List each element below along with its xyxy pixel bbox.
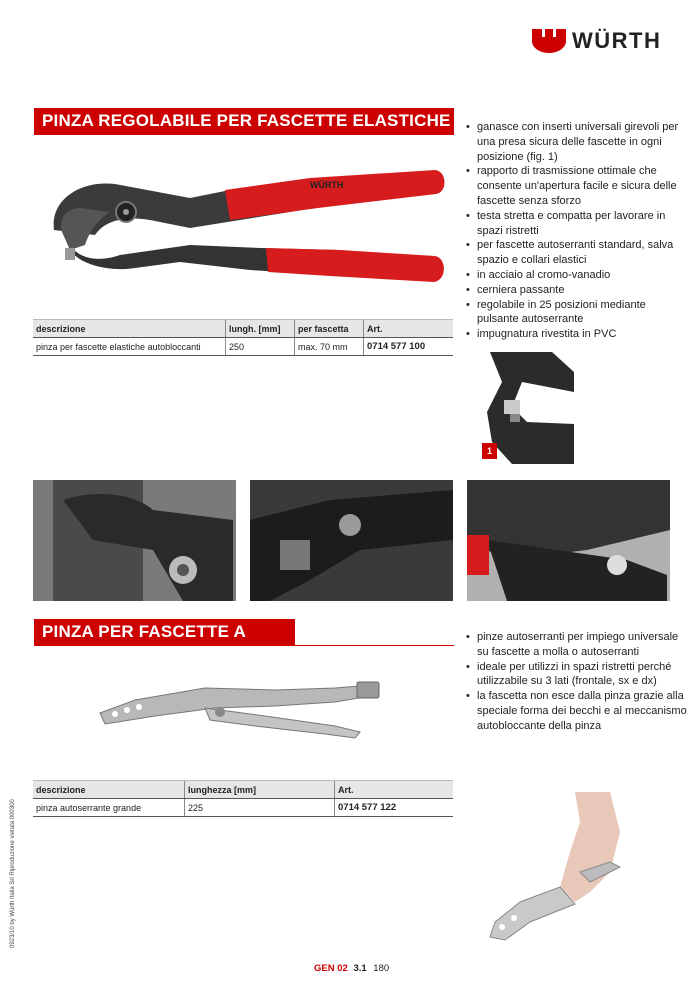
table-header-row xyxy=(33,781,453,799)
col-header-clamp: per fascetta xyxy=(295,320,364,338)
cell-description: pinza autoserrante grande xyxy=(33,799,185,817)
col-header-length: lunghezza [mm] xyxy=(185,781,335,799)
section1-title: PINZA REGOLABILE PER FASCETTE ELASTICHE xyxy=(34,108,454,134)
figure-label: 1 xyxy=(482,443,497,459)
list-item: • testa stretta e compatta per lavorare in spazi ristretti xyxy=(465,209,690,239)
section-number: 3.1 xyxy=(353,963,367,974)
cell-length: 225 xyxy=(185,799,335,817)
col-header-descrizione: descrizione xyxy=(33,781,185,799)
cell-length: 250 xyxy=(226,338,295,356)
section2-title-rule xyxy=(34,645,454,646)
pliers-brand-marking: WÜRTH xyxy=(310,180,344,190)
list-item: • impugnatura rivestita in PVC xyxy=(465,327,690,342)
cell-description: pinza per fascette elastiche autobloccanti xyxy=(33,338,226,356)
hand-using-pliers-image xyxy=(480,792,630,942)
catalog-code: GEN 02 xyxy=(314,963,348,974)
application-photo-engine xyxy=(250,480,453,601)
wurth-logo-mark-icon xyxy=(532,29,566,53)
list-item: • in acciaio al cromo-vanadio xyxy=(465,268,690,283)
col-header-art: Art. xyxy=(335,781,454,799)
section1-title-rule xyxy=(34,134,454,135)
list-item: • la fascetta non esce dalla pinza grazie alla speciale forma dei becchi e al meccanismo autobloccante della pinza xyxy=(465,689,690,733)
list-item: • ganasce con inserti universali girevoli per una presa sicura delle fascette in ogni posizione (fig. 1) xyxy=(465,120,690,164)
section2-feature-list xyxy=(465,630,690,734)
cell-art-number: 0714 577 122 xyxy=(335,799,454,817)
list-item: • per fascette autoserranti standard, salva spazio e collari elastici xyxy=(465,238,690,268)
application-photo-clamp xyxy=(467,480,670,601)
section1-spec-table xyxy=(33,319,453,356)
cell-art-number: 0714 577 100 xyxy=(364,338,454,356)
locking-pliers-image xyxy=(95,668,395,748)
list-item: • regolabile in 25 posizioni mediante pulsante autoserrante xyxy=(465,298,690,328)
table-row xyxy=(33,799,453,817)
table-header-row xyxy=(33,320,453,338)
col-header-art: Art. xyxy=(364,320,454,338)
section1-feature-list xyxy=(465,120,690,342)
copyright-note: 0923/10 by Würth Italia Srl Riproduzione vietata 000300 xyxy=(10,799,16,948)
table-row xyxy=(33,338,453,356)
section2-title: PINZA PER FASCETTE A MOLLA xyxy=(34,619,295,645)
page-number: 180 xyxy=(373,963,390,974)
list-item: • rapporto di trasmissione ottimale che consente un'apertura facile e sicura delle fascette senza sforzo xyxy=(465,164,690,208)
adjustable-pliers-image xyxy=(40,150,450,320)
application-photo-hose xyxy=(33,480,236,601)
brand-name: WÜRTH xyxy=(572,28,662,53)
cell-clamp: max. 70 mm xyxy=(295,338,364,356)
list-item: • cerniera passante xyxy=(465,283,690,298)
page-footer xyxy=(314,963,389,974)
col-header-descrizione: descrizione xyxy=(33,320,226,338)
wurth-logo xyxy=(532,28,661,54)
list-item: • ideale per utilizzi in spazi ristretti perché utilizzabile su 3 lati (frontale, sx e dx) xyxy=(465,660,690,690)
list-item: • pinze autoserranti per impiego universale su fascette a molla o autoserranti xyxy=(465,630,690,660)
col-header-length: lungh. [mm] xyxy=(226,320,295,338)
section2-spec-table xyxy=(33,780,453,817)
